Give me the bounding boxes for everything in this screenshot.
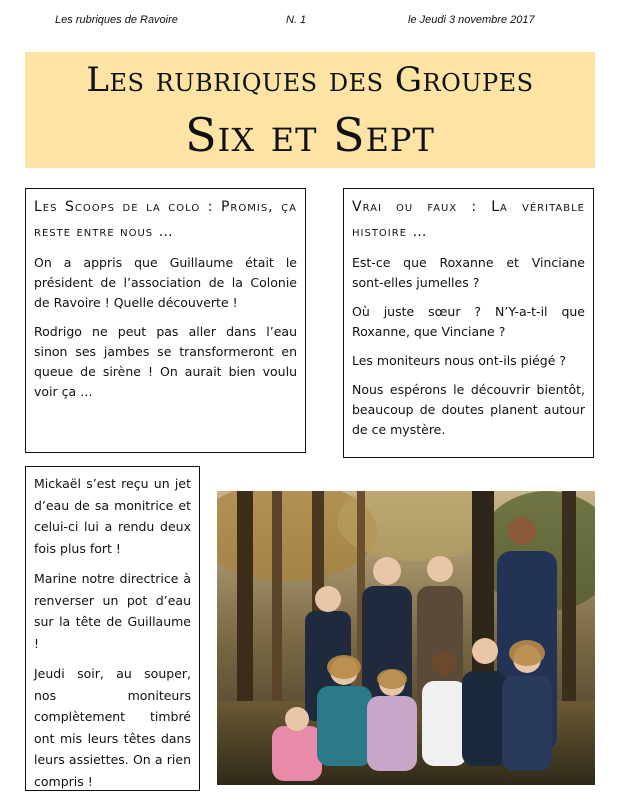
- scoops-paragraph: Rodrigo ne peut pas aller dans l’eau sinon ses jambes se transformeront en queue de sirène ! On aurait bien voulu voir ça …: [34, 324, 297, 399]
- newsletter-name: Les rubriques de Ravoire: [55, 14, 178, 26]
- newsletter-header: [0, 14, 619, 34]
- anecdote-paragraph: Mickaël s’est reçu un jet d’eau de sa monitrice et celui-ci lui a rendu deux fois plus fort !: [34, 476, 191, 556]
- issue-number: N. 1: [286, 14, 307, 26]
- anecdote-paragraph: Marine notre directrice à renverser un pot d’eau sur la tête de Guillaume !: [34, 571, 191, 651]
- group-photo: [217, 491, 595, 785]
- vrai-faux-paragraph: Où juste sœur ? N’Y-a-t-il que Roxanne, que Vinciane ?: [352, 304, 585, 339]
- banner-subtitle: Six et Sept: [185, 108, 435, 162]
- scoops-article: [25, 188, 306, 453]
- vrai-faux-paragraph: Est-ce que Roxanne et Vinciane sont-elles jumelles ?: [352, 255, 585, 290]
- title-banner: [25, 52, 595, 168]
- scoops-title: Les Scoops de la colo : Promis, ça reste entre nous …: [34, 199, 297, 240]
- vrai-faux-paragraph: Les moniteurs nous ont-ils piégé ?: [352, 353, 567, 368]
- vrai-faux-paragraph: Nous espérons le découvrir bientôt, beaucoup de doutes planent autour de ce mystère.: [352, 382, 585, 437]
- vrai-faux-article: [343, 188, 594, 458]
- scoops-paragraph: On a appris que Guillaume était le président de l’association de la Colonie de Ravoire ! Quelle découverte !: [34, 255, 297, 310]
- issue-date: le Jeudi 3 novembre 2017: [408, 14, 535, 26]
- anecdote-paragraph: Jeudi soir, au souper, nos moniteurs complètement timbré ont mis leurs têtes dans leurs assiettes. On a rien compris !: [34, 666, 191, 789]
- banner-title: Les rubriques des Groupes: [86, 60, 534, 100]
- vrai-faux-title: Vrai ou faux : La véritable histoire …: [352, 199, 585, 240]
- anecdotes-article: [25, 466, 200, 791]
